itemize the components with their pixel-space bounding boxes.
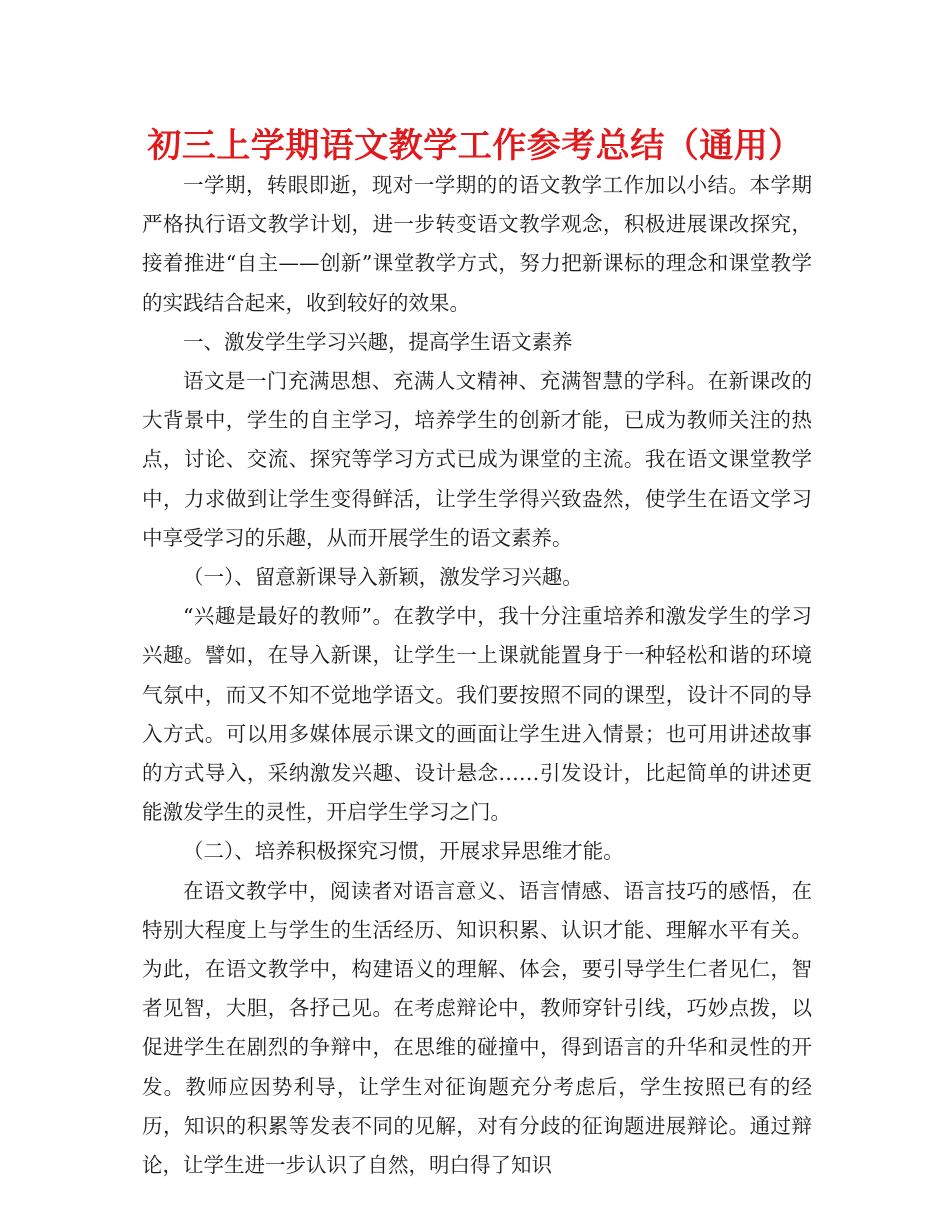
paragraph-subsection-2: 在语文教学中，阅读者对语言意义、语言情感、语言技巧的感悟，在特别大程度上与学生的生活经历、知识积累、认识才能、理解水平有关。为此，在语文教学中，构建语义的理解、体会，要引导学生仁者见仁，智者见智，大胆，各抒己见。在考虑辩论中，教师穿针引线，巧妙点拨，以促进学生在剧烈的争辩中，在思维的碰撞中，得到语言的升华和灵性的开发。教师应因势利导，让学生对征询题充分考虑后，学生按照已有的经历，知识的积累等发表不同的见解，对有分歧的征询题进展辩论。通过辩论，让学生进一步认识了自然，明白得了知识 [142, 878, 812, 1178]
subsection-heading-1: （一）、留意新课导入新颖，激发学习兴趣。 [183, 565, 583, 590]
paragraph-intro: 一学期，转眼即逝，现对一学期的的语文教学工作加以小结。本学期严格执行语文教学计划，进一步转变语文教学观念，积极进展课改探究，接着推进“自主——创新”课堂教学方式，努力把新课标的理念和课堂教学的实践结合起来，收到较好的效果。 [142, 173, 812, 315]
paragraph-section-1: 语文是一门充满思想、充满人文精神、充满智慧的学科。在新课改的大背景中，学生的自主学习，培养学生的创新才能，已成为教师关注的热点，讨论、交流、探究等学习方式已成为课堂的主流。我在语文课堂教学中，力求做到让学生变得鲜活，让学生学得兴致盎然，使学生在语文学习中享受学习的乐趣，从而开展学生的语文素养。 [142, 369, 812, 550]
subsection-heading-2: （二）、培养积极探究习惯，开展求异思维才能。 [183, 839, 624, 864]
document-title: 初三上学期语文教学工作参考总结（通用） [147, 126, 803, 166]
document-body [142, 166, 812, 1185]
paragraph-subsection-1: “兴趣是最好的教师”。在教学中，我十分注重培养和激发学生的学习兴趣。譬如，在导入新课，让学生一上课就能置身于一种轻松和谐的环境气氛中，而又不知不觉地学语文。我们要按照不同的课型，设计不同的导入方式。可以用多媒体展示课文的画面让学生进入情景；也可用讲述故事的方式导入，采纳激发兴趣、设计悬念……引发设计，比起简单的讲述更能激发学生的灵性，开启学生学习之门。 [142, 604, 812, 825]
section-heading-1: 一、激发学生学习兴趣，提高学生语文素养 [183, 329, 573, 354]
